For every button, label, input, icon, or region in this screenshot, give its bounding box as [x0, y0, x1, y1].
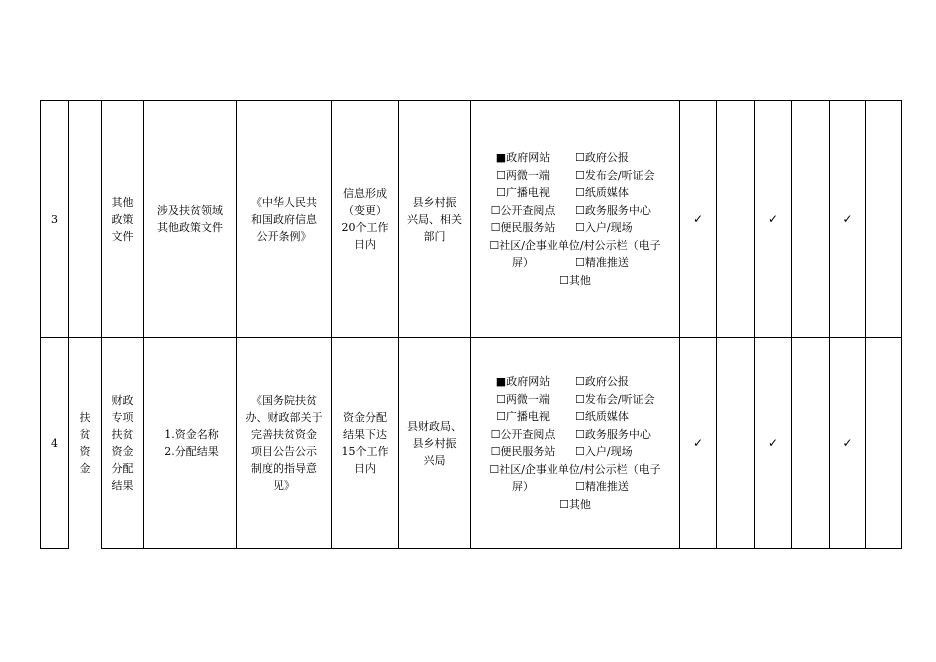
check-mark: ✓	[767, 435, 779, 450]
channel-option: ☐便民服务站	[490, 221, 556, 234]
channel-option: ☐纸质媒体	[575, 186, 629, 199]
mark-cell	[680, 338, 717, 549]
mark-cell	[830, 101, 866, 338]
channel-option: 屏）	[512, 480, 534, 493]
channel-option: ☐发布会/听证会	[575, 392, 655, 406]
channels-cell	[471, 338, 680, 549]
basis-cell: 《中华人民共 和国政府信息 公开条例》	[237, 101, 332, 338]
category-cell	[69, 101, 102, 338]
mark-cell	[792, 101, 830, 338]
mark-cell	[680, 101, 717, 338]
channel-option: ☐政府公报	[575, 151, 629, 164]
table-row	[41, 338, 902, 549]
time-limit-cell: 信息形成 （变更） 20个工作 日内	[332, 101, 399, 338]
mark-cell	[792, 338, 830, 549]
channel-option: ■政府网站	[495, 375, 551, 388]
channel-option: ☐入户/现场	[575, 221, 633, 234]
disclosure-table	[40, 100, 902, 549]
channel-option: ☐入户/现场	[575, 445, 633, 458]
channel-option: ☐纸质媒体	[575, 410, 629, 423]
category-cell: 扶 贫 资 金	[69, 338, 102, 549]
channel-option: ☐政务服务中心	[575, 203, 651, 217]
mark-cell	[717, 101, 755, 338]
mark-cell	[717, 338, 755, 549]
check-mark: ✓	[692, 435, 704, 450]
channel-option: ☐社区/企事业单位/村公示栏（电子	[489, 462, 661, 476]
channel-option: ☐广播电视	[496, 410, 550, 423]
row-number: 4	[41, 338, 69, 549]
channel-option: ☐政务服务中心	[575, 427, 651, 441]
channel-option: ☐社区/企事业单位/村公示栏（电子	[489, 238, 661, 252]
check-mark: ✓	[692, 211, 704, 226]
mark-cell	[830, 338, 866, 549]
mark-cell	[866, 338, 902, 549]
check-mark: ✓	[842, 435, 853, 450]
channel-option: ☐其他	[559, 273, 591, 287]
channel-option: ■政府网站	[495, 151, 551, 164]
mark-cell	[755, 101, 792, 338]
channels-cell	[471, 101, 680, 338]
channel-option: ☐其他	[559, 497, 591, 511]
subject-cell: 县乡村振 兴局、相关 部门	[399, 101, 471, 338]
check-mark: ✓	[767, 211, 779, 226]
content-cell: 涉及扶贫领域 其他政策文件	[144, 101, 237, 338]
item-cell: 其他 政策 文件	[102, 101, 144, 338]
channel-option: 屏）	[512, 256, 534, 269]
subject-cell: 县财政局、 县乡村振 兴局	[399, 338, 471, 549]
channel-option: ☐便民服务站	[490, 445, 556, 458]
check-mark: ✓	[842, 211, 853, 226]
channel-option: ☐广播电视	[496, 186, 550, 199]
channel-option: ☐精准推送	[575, 256, 629, 269]
channel-option: ☐公开查阅点	[490, 203, 556, 217]
content-cell: 1.资金名称 2.分配结果	[144, 338, 237, 549]
channel-option: ☐政府公报	[575, 375, 629, 388]
basis-cell: 《国务院扶贫 办、财政部关于 完善扶贫资金 项目公告公示 制度的指导意 见》	[237, 338, 332, 549]
row-number: 3	[41, 101, 69, 338]
mark-cell	[866, 101, 902, 338]
channel-option: ☐精准推送	[575, 480, 629, 493]
time-limit-cell: 资金分配 结果下达 15个工作 日内	[332, 338, 399, 549]
channel-option: ☐发布会/听证会	[575, 168, 655, 182]
mark-cell	[755, 338, 792, 549]
table-row	[41, 101, 902, 338]
channel-option: ☐公开查阅点	[490, 427, 556, 441]
item-cell: 财政 专项 扶贫 资金 分配 结果	[102, 338, 144, 549]
channel-option: ☐两微一端	[496, 168, 550, 182]
channel-option: ☐两微一端	[496, 392, 550, 406]
